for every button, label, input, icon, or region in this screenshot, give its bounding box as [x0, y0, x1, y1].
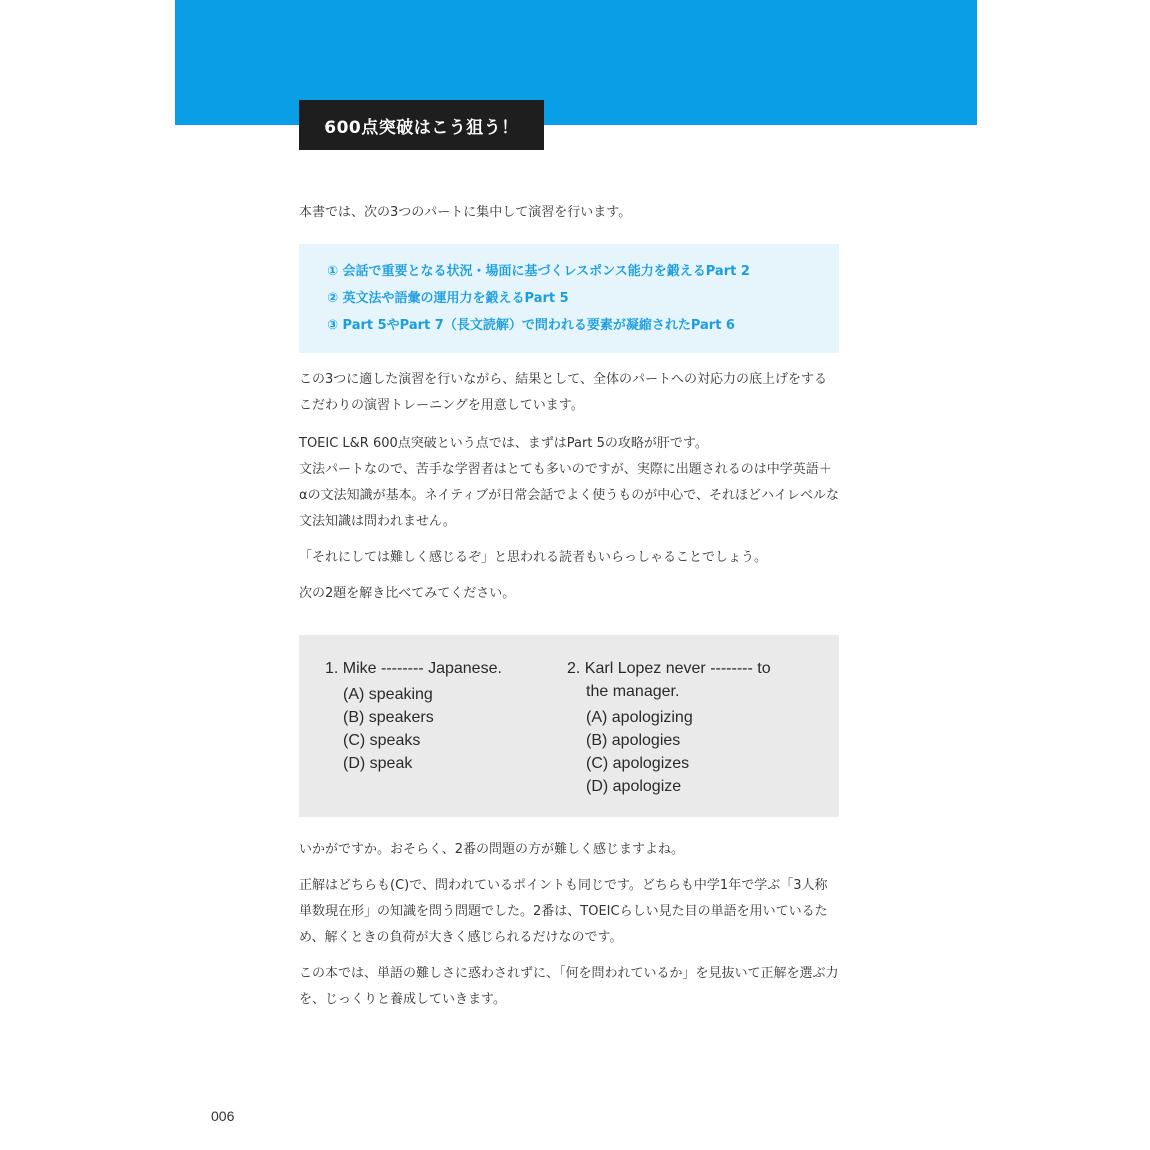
body-paragraph: TOEIC L&R 600点突破という点では、まずはPart 5の攻略が肝です。 — [299, 436, 708, 451]
answer-option: (D) speak — [343, 755, 413, 772]
section-heading: 600点突破はこう狙う！ — [299, 100, 544, 150]
body-paragraph: 次の2題を解き比べてみてください。 — [299, 586, 516, 601]
answer-options — [325, 683, 545, 775]
question-stem: 1. Mike -------- Japanese. — [325, 660, 502, 677]
body-paragraph: この本では、単語の難しさに惑わされずに、「何を問われているか」を見抜いて正解を選ぶ力を、じっくりと養成していきます。 — [299, 966, 839, 1007]
answer-option: (C) apologizes — [586, 755, 690, 772]
body-paragraph: この3つに適した演習を行いながら、結果として、全体のパートへの対応力の底上げをするこだわりの演習トレーニングを用意しています。 — [299, 372, 828, 413]
answer-option: (A) speaking — [343, 686, 433, 703]
body-paragraph: 文法パートなので、苦手な学習者はとても多いのですが、実際に出題されるのは中学英語＋αの文法知識が基本。ネイティブが日常会話でよく使うものが中心で、それほどハイレベルな文法知識は問われません。 — [299, 462, 840, 529]
question-1 — [325, 657, 545, 775]
page-content — [299, 200, 839, 1013]
question-stem: 2. Karl Lopez never -------- to — [567, 660, 771, 677]
answer-option: (D) apologize — [586, 778, 682, 795]
answer-option: (C) speaks — [343, 732, 421, 749]
body-paragraph: 正解はどちらも(C)で、問われているポイントも同じです。どちらも中学1年で学ぶ「3人称単数現在形」の知識を問う問題でした。2番は、TOEICらしい見た目の単語を用いているため、解くときの負荷が大きく感じられるだけなのです。 — [299, 878, 828, 945]
key-point: ① 会話で重要となる状況・場面に基づくレスポンス能力を鍛えるPart 2 — [327, 264, 750, 279]
answer-option: (B) apologies — [586, 732, 681, 749]
body-paragraph: いかがですか。おそらく、2番の問題の方が難しく感じますよね。 — [299, 842, 685, 857]
intro-text: 本書では、次の3つのパートに集中して演習を行います。 — [299, 205, 632, 220]
example-questions-box — [299, 635, 839, 817]
page-number: 006 — [211, 1108, 235, 1124]
key-points-box — [299, 244, 839, 353]
question-stem-continued: the manager. — [586, 683, 680, 700]
answer-options — [567, 706, 817, 798]
header-band — [175, 0, 977, 125]
key-point: ③ Part 5やPart 7（長文読解）で問われる要素が凝縮されたPart 6 — [327, 318, 735, 333]
answer-option: (B) speakers — [343, 709, 434, 726]
question-2 — [567, 657, 817, 798]
answer-option: (A) apologizing — [586, 709, 693, 726]
key-point: ② 英文法や語彙の運用力を鍛えるPart 5 — [327, 291, 569, 306]
body-paragraph: 「それにしては難しく感じるぞ」と思われる読者もいらっしゃることでしょう。 — [299, 550, 768, 565]
